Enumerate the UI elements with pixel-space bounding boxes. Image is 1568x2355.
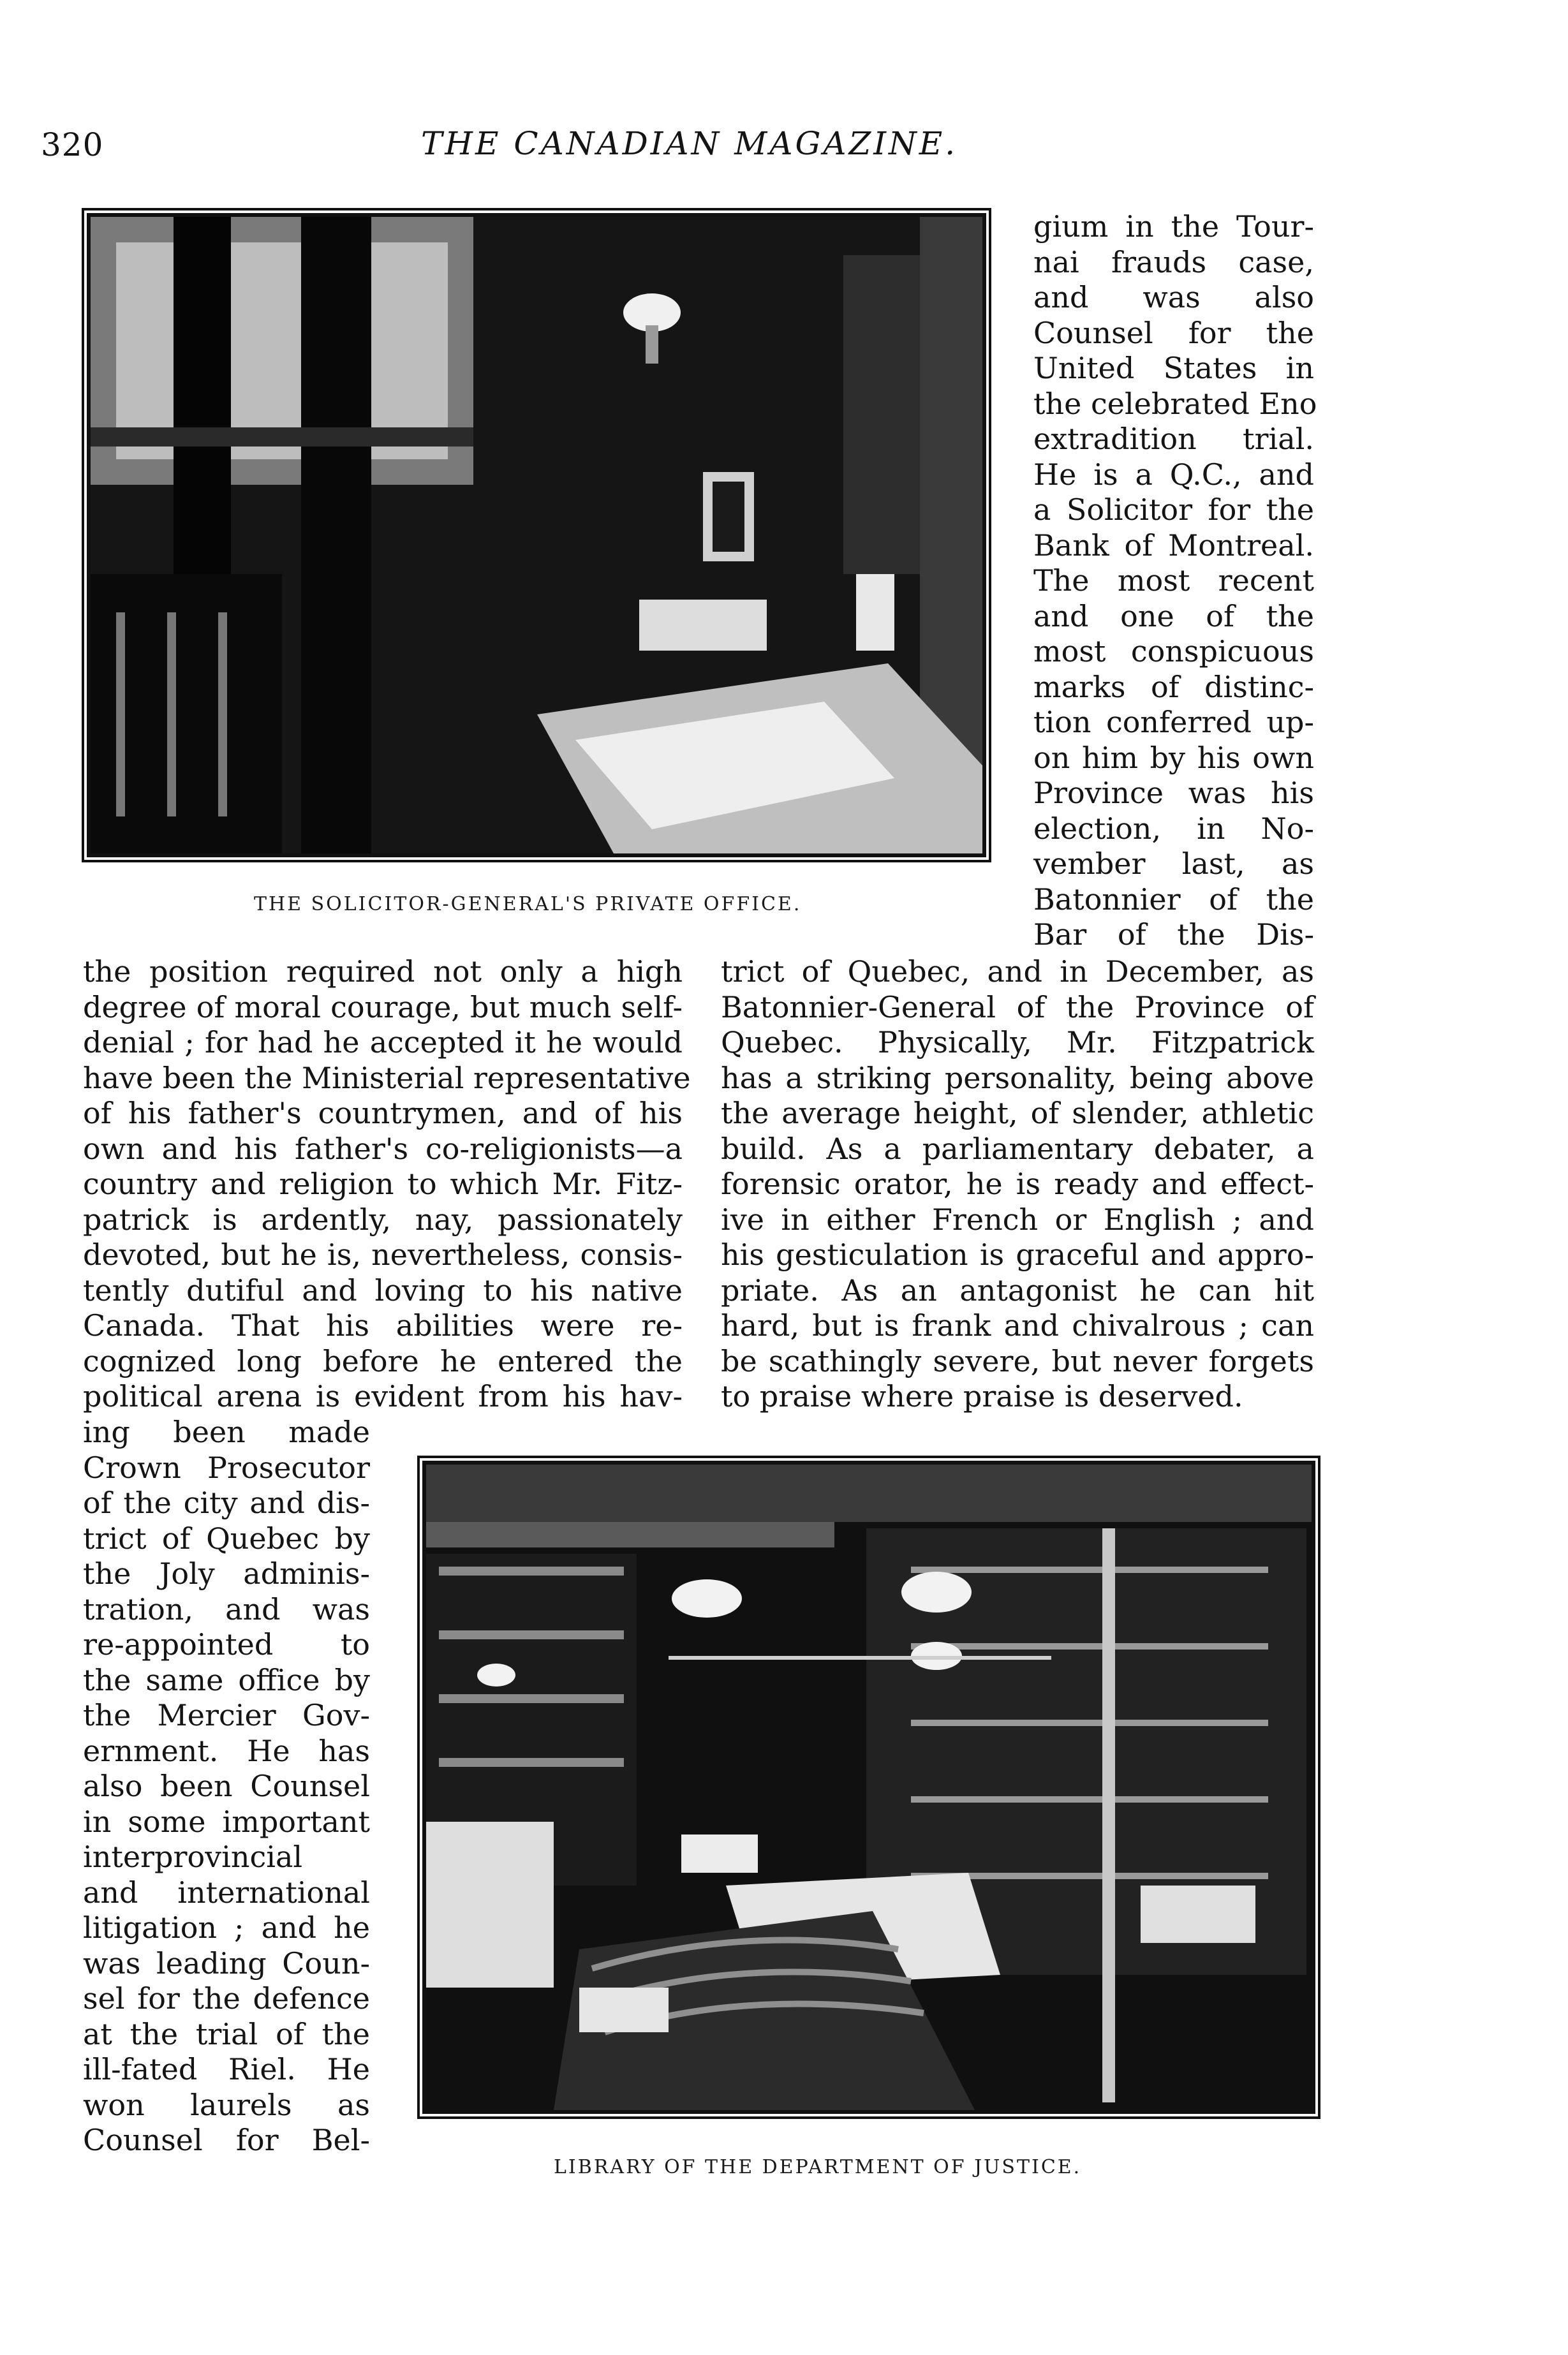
text-column-right-narrow bbox=[1033, 209, 1317, 953]
text-line: and was also bbox=[1033, 280, 1314, 314]
text-line: and one of the bbox=[1033, 598, 1314, 633]
text-line: the position required not only a high bbox=[83, 954, 683, 989]
text-line: the celebrated Eno bbox=[1033, 386, 1317, 421]
text-line: have been the Ministerial representative bbox=[83, 1060, 691, 1095]
text-line: marks of distinc- bbox=[1033, 669, 1314, 704]
text-line: The most recent bbox=[1033, 563, 1314, 598]
text-line: ernment. He has bbox=[83, 1733, 370, 1768]
text-line: was leading Coun- bbox=[83, 1945, 370, 1981]
text-line: ing been made bbox=[83, 1415, 370, 1449]
text-line: at the trial of the bbox=[83, 2016, 370, 2051]
caption-justice-library: LIBRARY OF THE DEPARTMENT OF JUSTICE. bbox=[554, 2156, 1082, 2178]
text-line: ill-fated Riel. He bbox=[83, 2052, 370, 2086]
text-line: the Mercier Gov- bbox=[83, 1698, 370, 1732]
text-line: tion conferred up- bbox=[1033, 705, 1314, 739]
text-line: nai frauds case, bbox=[1033, 244, 1314, 279]
text-line: trict of Quebec by bbox=[83, 1521, 370, 1556]
text-line: and international bbox=[83, 1875, 370, 1910]
text-line: Quebec. Physically, Mr. Fitzpatrick bbox=[721, 1025, 1314, 1059]
text-line: also been Counsel bbox=[83, 1769, 370, 1803]
running-title: THE CANADIAN MAGAZINE. bbox=[421, 125, 958, 162]
text-line: forensic orator, he is ready and effect- bbox=[721, 1167, 1314, 1201]
text-line: Counsel for Bel- bbox=[83, 2123, 370, 2157]
text-line: devoted, but he is, nevertheless, consis- bbox=[83, 1237, 683, 1272]
text-line: Counsel for the bbox=[1033, 315, 1314, 350]
text-line: won laurels as bbox=[83, 2087, 370, 2122]
text-line: extradition trial. bbox=[1033, 422, 1314, 456]
text-line: trict of Quebec, and in December, as bbox=[721, 954, 1314, 989]
text-line: He is a Q.C., and bbox=[1033, 457, 1314, 492]
caption-private-office: THE SOLICITOR-GENERAL'S PRIVATE OFFICE. bbox=[254, 893, 802, 915]
text-line: ive in either French or English ; and bbox=[721, 1202, 1314, 1237]
text-line: hard, but is frank and chivalrous ; can bbox=[721, 1308, 1314, 1343]
text-line: most conspicuous bbox=[1033, 634, 1314, 668]
text-line: interprovincial bbox=[83, 1840, 303, 1874]
office-photo-image bbox=[91, 217, 982, 853]
text-line: gium in the Tour- bbox=[1033, 209, 1314, 244]
text-line: Crown Prosecutor bbox=[83, 1450, 370, 1485]
text-line: vember last, as bbox=[1033, 846, 1314, 881]
text-line: Province was his bbox=[1033, 776, 1314, 810]
text-line: of the city and dis- bbox=[83, 1486, 370, 1520]
text-line: of his father's countrymen, and of his bbox=[83, 1096, 683, 1130]
text-line: cognized long before he entered the bbox=[83, 1343, 683, 1378]
text-line: sel for the defence bbox=[83, 1981, 370, 2016]
text-line: a Solicitor for the bbox=[1033, 492, 1314, 527]
text-line: priate. As an antagonist he can hit bbox=[721, 1273, 1314, 1308]
text-line: election, in No- bbox=[1033, 811, 1314, 846]
text-column-left-narrow bbox=[83, 1415, 370, 2159]
library-photo-image bbox=[426, 1465, 1312, 2110]
text-line: denial ; for had he accepted it he would bbox=[83, 1025, 683, 1059]
text-line: tration, and was bbox=[83, 1591, 370, 1627]
text-line: to praise where praise is deserved. bbox=[721, 1379, 1243, 1414]
text-line: United States in bbox=[1033, 351, 1314, 385]
text-line: has a striking personality, being above bbox=[721, 1060, 1314, 1095]
text-line: on him by his own bbox=[1033, 740, 1314, 775]
text-line: Batonnier-General of the Province of bbox=[721, 989, 1314, 1024]
text-line: Bar of the Dis- bbox=[1033, 917, 1314, 952]
text-line: in some important bbox=[83, 1804, 370, 1839]
text-line: own and his father's co-religionists—a bbox=[83, 1131, 683, 1166]
text-line: be scathingly severe, but never forgets bbox=[721, 1343, 1314, 1378]
text-line: tently dutiful and loving to his native bbox=[83, 1273, 683, 1308]
text-line: degree of moral courage, but much self- bbox=[83, 989, 683, 1024]
text-column-right bbox=[721, 954, 1314, 1415]
text-line: litigation ; and he bbox=[83, 1910, 370, 1945]
text-line: re-appointed to bbox=[83, 1627, 370, 1662]
text-line: Canada. That his abilities were re- bbox=[83, 1308, 683, 1343]
text-line: political arena is evident from his hav- bbox=[83, 1379, 683, 1414]
text-line: patrick is ardently, nay, passionately bbox=[83, 1202, 683, 1237]
text-line: the Joly adminis- bbox=[83, 1556, 370, 1591]
text-line: the same office by bbox=[83, 1662, 370, 1697]
text-line: country and religion to which Mr. Fitz- bbox=[83, 1167, 683, 1201]
photo-justice-library bbox=[422, 1461, 1315, 2114]
page-number: 320 bbox=[41, 126, 104, 163]
text-line: Bank of Montreal. bbox=[1033, 528, 1314, 563]
text-line: Batonnier of the bbox=[1033, 882, 1314, 917]
photo-private-office bbox=[87, 213, 986, 857]
text-column-left bbox=[83, 954, 691, 1415]
text-line: his gesticulation is graceful and appro- bbox=[721, 1237, 1314, 1272]
text-line: build. As a parliamentary debater, a bbox=[721, 1131, 1314, 1166]
text-line: the average height, of slender, athletic bbox=[721, 1096, 1314, 1130]
